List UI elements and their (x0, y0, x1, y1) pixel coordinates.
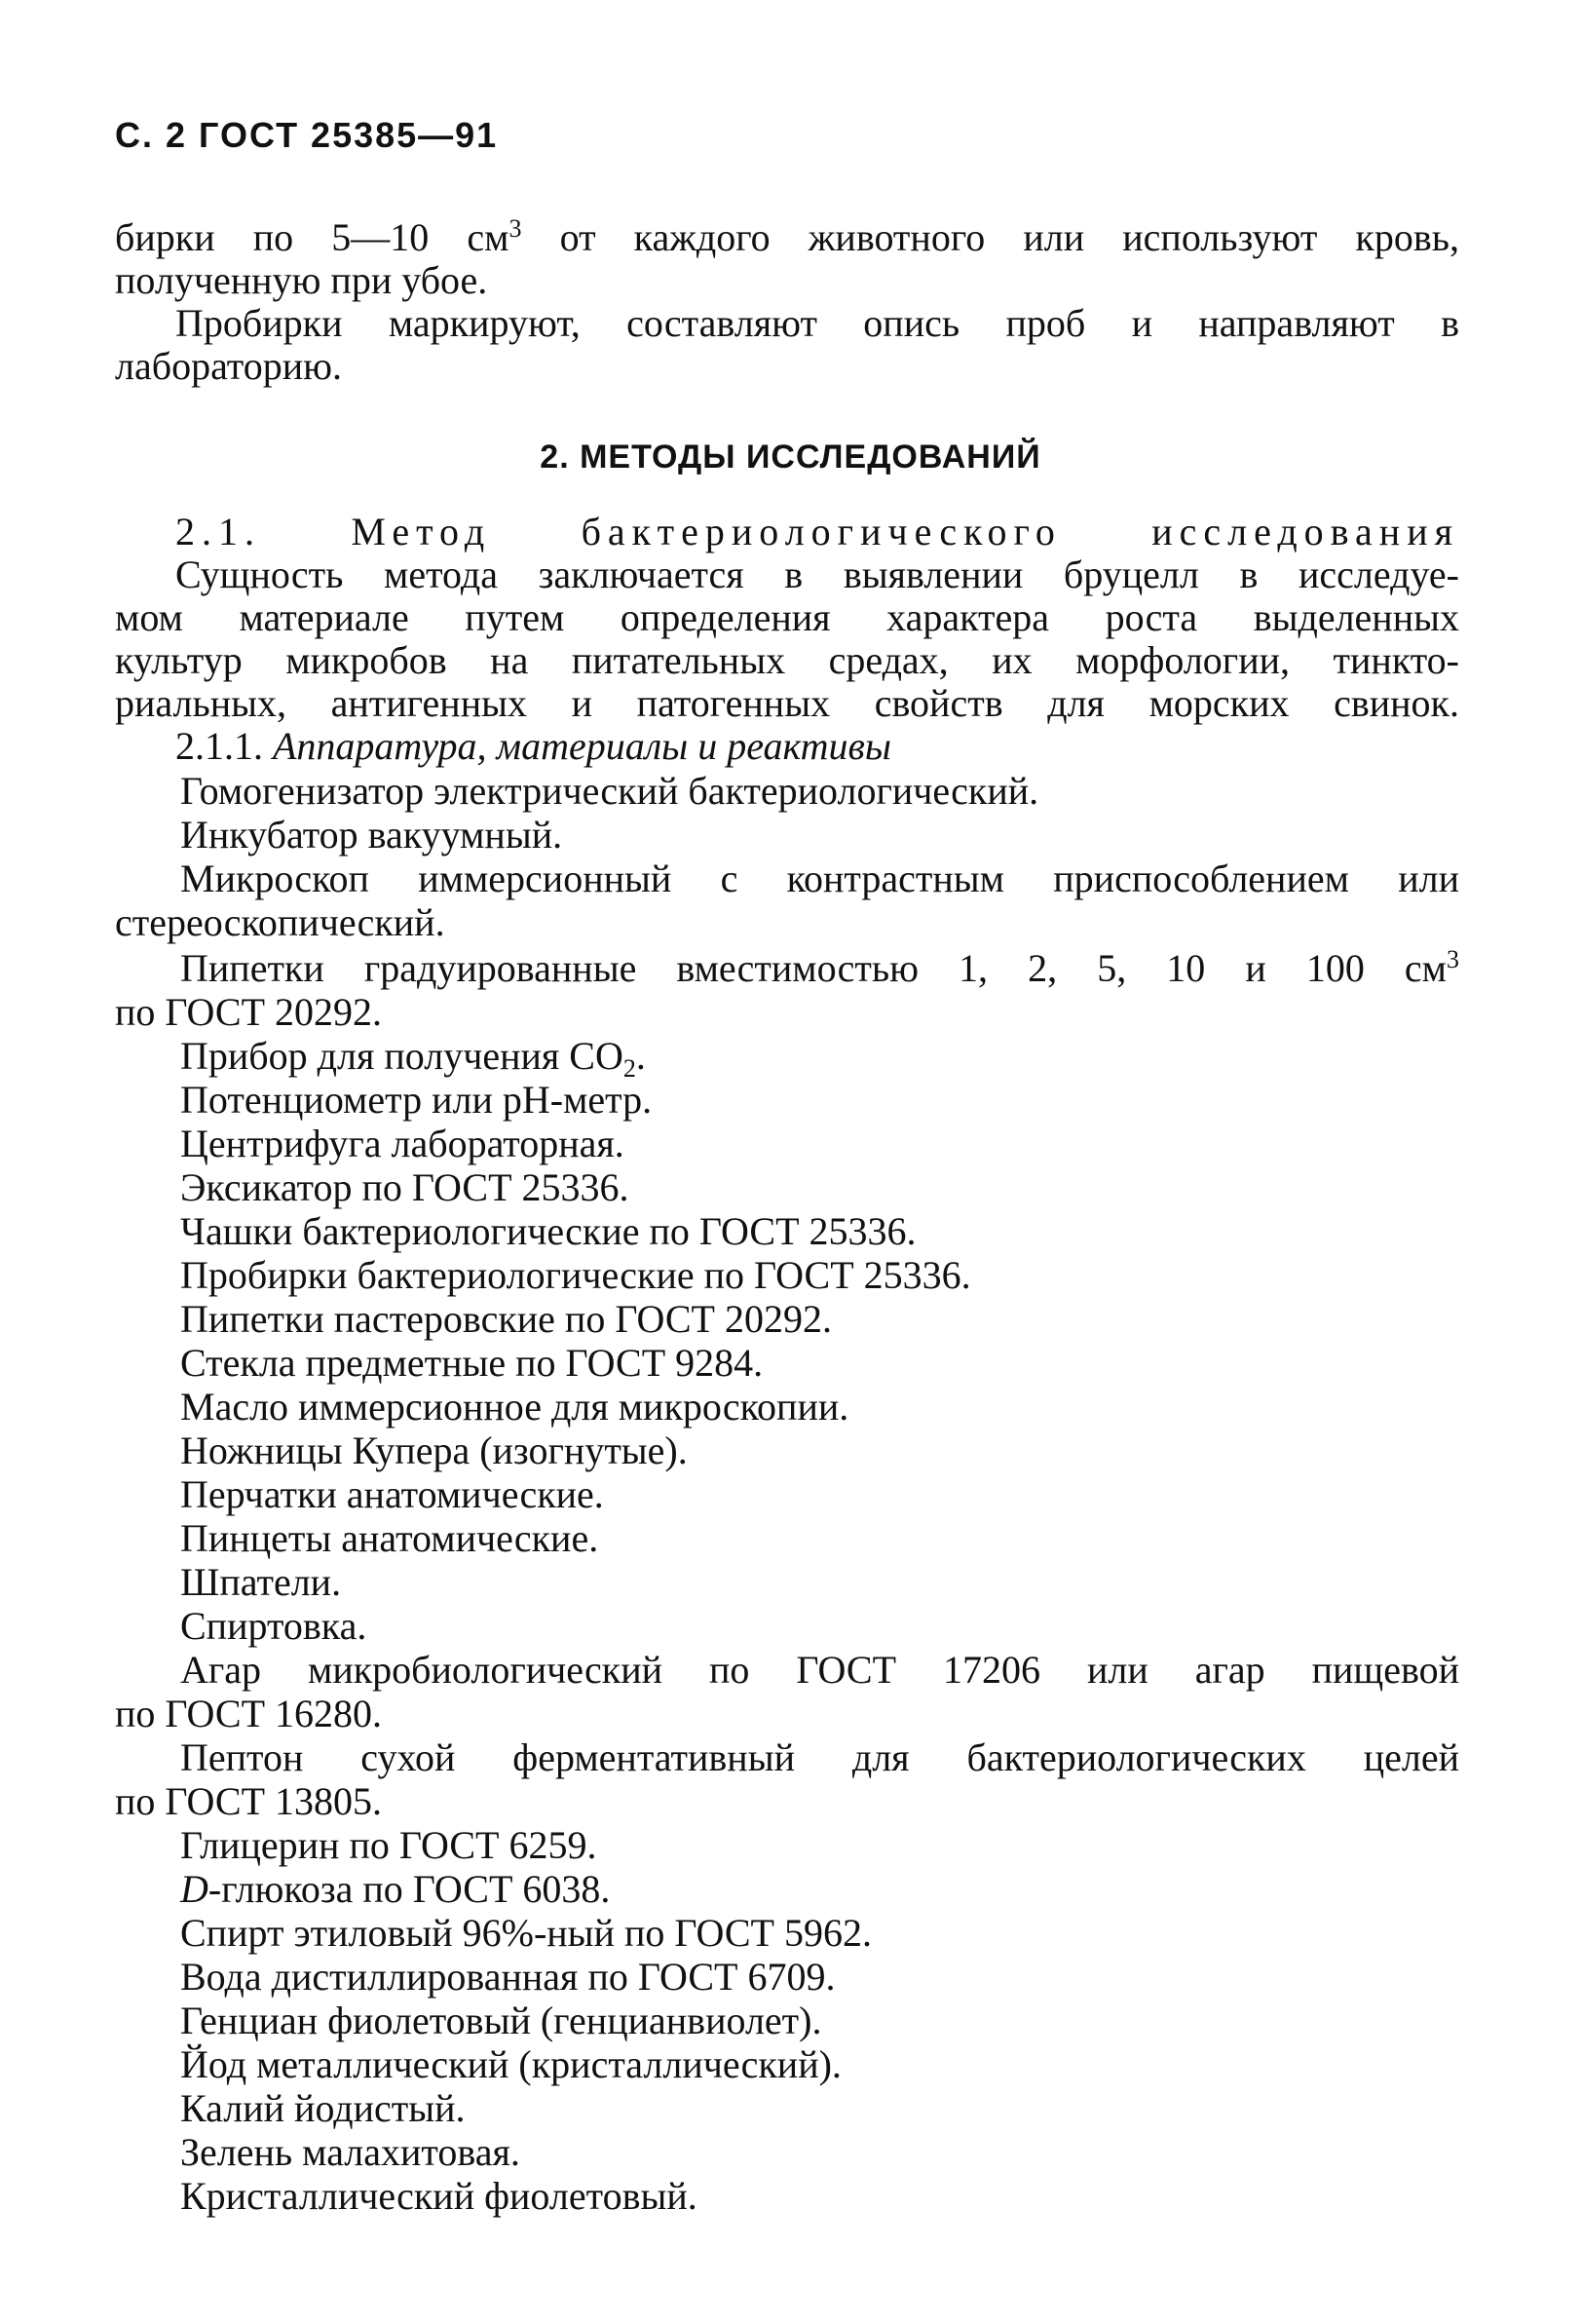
list-item-crystal-violet: Кристаллический фиолетовый. (180, 2174, 697, 2218)
list-item-tubes: Пробирки бактериологические по ГОСТ 25336. (180, 1253, 971, 1297)
list-item-homogenizer: Гомогенизатор электрический бактериологический. (180, 769, 1039, 813)
list-item-oil: Масло иммерсионное для микроскопии. (180, 1385, 849, 1429)
list-item-dishes: Чашки бактериологические по ГОСТ 25336. (180, 1209, 917, 1253)
list-item-centrifuge: Центрифуга лабораторная. (180, 1122, 624, 1165)
list-item-microscope-cont: стереоскопический. (115, 900, 445, 944)
list-item-potentiometer: Потенциометр или pH-метр. (180, 1078, 653, 1122)
list-item-iodine: Йод металлический (кристаллический). (180, 2042, 842, 2086)
list-item-spirit-lamp: Спиртовка. (180, 1604, 367, 1648)
essence-line-2: мом материале путем определения характера роста выделенных (115, 595, 1459, 639)
list-item-tweezers: Пинцеты анатомические. (180, 1516, 599, 1560)
essence-line-3: культур микробов на питательных средах, их морфологии, тинкто- (115, 638, 1459, 682)
list-item-peptone-cont: по ГОСТ 13805. (115, 1779, 383, 1823)
list-item-malachite: Зелень малахитовая. (180, 2130, 520, 2174)
list-item-incubator: Инкубатор вакуумный. (180, 813, 563, 857)
method-subheading: 2.1. Метод бактериологического исследования (175, 510, 1459, 553)
list-item-pipettes: Пипетки градуированные вместимостью 1, 2, 5, 10 и 100 $см^3$ (180, 945, 1459, 990)
intro-line-2: полученную при убое. (115, 258, 488, 302)
intro-line-1: бирки по 5—10 $см^3$ от каждого животного или используют кровь, (115, 214, 1459, 259)
list-item-agar-cont: по ГОСТ 16280. (115, 1692, 383, 1735)
essence-line-4: риальных, антигенных и патогенных свойств для морских свинок. (115, 681, 1459, 725)
list-item-co2-device: Прибор для получения $CO_2$. (180, 1034, 646, 1083)
list-item-gentian: Генциан фиолетовый (генцианвиолет). (180, 1999, 822, 2042)
list-item-gloves: Перчатки анатомические. (180, 1472, 604, 1516)
section-heading: 2. МЕТОДЫ ИССЛЕДОВАНИЙ (540, 438, 1041, 476)
intro-line-4: лабораторию. (115, 344, 343, 388)
list-item-microscope: Микроскоп иммерсионный с контрастным приспособлением или (180, 857, 1459, 900)
list-item-peptone: Пептон сухой ферментативный для бактериологических целей (180, 1735, 1459, 1779)
list-item-glycerin: Глицерин по ГОСТ 6259. (180, 1823, 597, 1867)
list-item-spatulas: Шпатели. (180, 1560, 342, 1604)
page-header: С. 2 ГОСТ 25385—91 (115, 115, 499, 155)
list-item-pasteur: Пипетки пастеровские по ГОСТ 20292. (180, 1297, 832, 1341)
list-item-desiccator: Эксикатор по ГОСТ 25336. (180, 1165, 629, 1209)
list-item-glucose: D-глюкоза по ГОСТ 6038. (180, 1867, 611, 1911)
list-item-water: Вода дистиллированная по ГОСТ 6709. (180, 1955, 836, 1999)
list-item-pipettes-cont: по ГОСТ 20292. (115, 990, 383, 1034)
list-item-potassium: Калий йодистый. (180, 2086, 466, 2130)
intro-line-3: Пробирки маркируют, составляют опись проб и направляют в (175, 301, 1459, 345)
list-item-slides: Стекла предметные по ГОСТ 9284. (180, 1341, 764, 1385)
subsection-title: 2.1.1. Аппаратура, материалы и реактивы (175, 724, 891, 768)
essence-line-1: Сущность метода заключается в выявлении бруцелл в исследуе- (175, 552, 1459, 596)
list-item-agar: Агар микробиологический по ГОСТ 17206 или агар пищевой (180, 1648, 1459, 1692)
list-item-ethanol: Спирт этиловый 96%-ный по ГОСТ 5962. (180, 1911, 872, 1955)
list-item-scissors: Ножницы Купера (изогнутые). (180, 1429, 688, 1472)
